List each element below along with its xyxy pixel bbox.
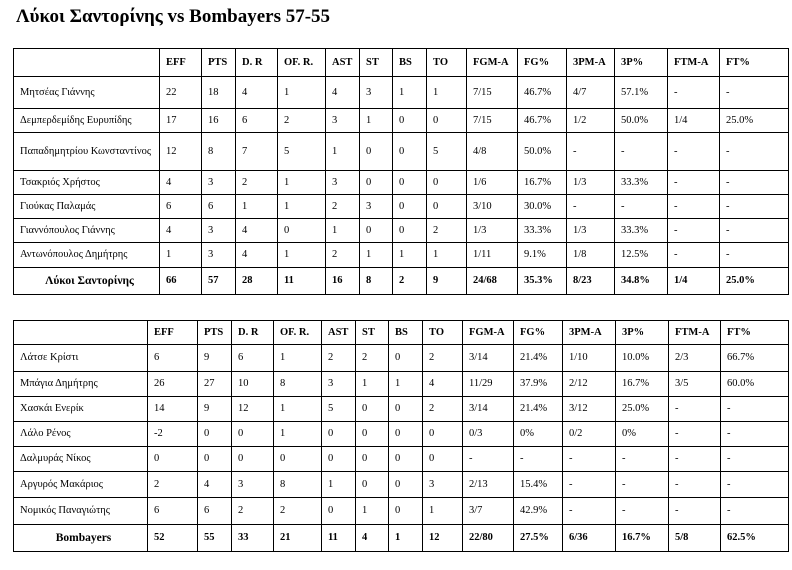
stat-cell: - — [669, 498, 721, 525]
stat-cell: 3/14 — [463, 397, 514, 422]
stat-cell: 0 — [427, 171, 467, 195]
stat-cell: - — [616, 498, 669, 525]
stat-cell: 9.1% — [518, 243, 567, 268]
player-name-cell: Αντωνόπουλος Δημήτρης — [14, 243, 160, 268]
stat-cell: 37.9% — [514, 372, 563, 397]
table-row — [14, 171, 789, 195]
stat-cell: 0 — [393, 109, 427, 133]
stat-cell: - — [721, 498, 789, 525]
header-cell: BS — [389, 321, 423, 345]
stat-cell: - — [721, 397, 789, 422]
stat-cell: 6 — [148, 498, 198, 525]
total-stat-cell: 1/4 — [668, 268, 720, 295]
stat-cell: 15.4% — [514, 472, 563, 498]
stat-cell: 4 — [198, 472, 232, 498]
header-cell: 3P% — [615, 49, 668, 77]
stat-cell: 0 — [360, 219, 393, 243]
stat-cell: - — [721, 472, 789, 498]
table-header-row — [14, 321, 789, 345]
player-name-cell: Μπάγια Δημήτρης — [14, 372, 148, 397]
stat-cell: 4 — [423, 372, 463, 397]
stat-cell: 1 — [423, 498, 463, 525]
stat-cell: 1 — [236, 195, 278, 219]
stat-cell: 5 — [427, 133, 467, 171]
stat-cell: 1 — [274, 397, 322, 422]
header-cell: FT% — [721, 321, 789, 345]
stat-cell: 6 — [232, 345, 274, 372]
header-cell: AST — [322, 321, 356, 345]
stat-cell: 8 — [274, 372, 322, 397]
stat-cell: 1 — [356, 372, 389, 397]
stat-cell: 2 — [232, 498, 274, 525]
header-cell: BS — [393, 49, 427, 77]
header-cell: FT% — [720, 49, 789, 77]
stat-cell: 3 — [202, 243, 236, 268]
stat-cell: 1/3 — [467, 219, 518, 243]
player-name-cell: Τσακριός Χρήστος — [14, 171, 160, 195]
stat-cell: 1 — [278, 77, 326, 109]
stat-cell: 0 — [389, 422, 423, 447]
table-header-row — [14, 49, 789, 77]
total-stat-cell: 11 — [322, 525, 356, 552]
player-name-cell: Λάτσε Κρίστι — [14, 345, 148, 372]
stat-cell: 4 — [326, 77, 360, 109]
total-stat-cell: 8 — [360, 268, 393, 295]
header-cell: PTS — [202, 49, 236, 77]
table-row — [14, 447, 789, 472]
player-name-cell: Γιαννόπουλος Γιάννης — [14, 219, 160, 243]
team1-stats-table — [13, 48, 789, 295]
table-row — [14, 243, 789, 268]
team2-stats-table — [13, 320, 789, 552]
header-cell-blank — [14, 321, 148, 345]
total-stat-cell: 6/36 — [563, 525, 616, 552]
stat-cell: 1/2 — [567, 109, 615, 133]
stat-cell: 0 — [198, 447, 232, 472]
header-cell: TO — [423, 321, 463, 345]
stat-cell: 1/6 — [467, 171, 518, 195]
header-cell: FTM-A — [669, 321, 721, 345]
stat-cell: 0 — [198, 422, 232, 447]
stat-cell: - — [720, 195, 789, 219]
stat-cell: 10.0% — [616, 345, 669, 372]
header-cell: ST — [360, 49, 393, 77]
total-stat-cell: 34.8% — [615, 268, 668, 295]
stat-cell: 3 — [202, 219, 236, 243]
stat-cell: 6 — [202, 195, 236, 219]
stat-cell: 5 — [278, 133, 326, 171]
total-stat-cell: 5/8 — [669, 525, 721, 552]
stat-cell: 1 — [274, 345, 322, 372]
stat-cell: - — [721, 422, 789, 447]
stat-cell: 1/11 — [467, 243, 518, 268]
stat-cell: 25.0% — [616, 397, 669, 422]
table-row — [14, 77, 789, 109]
stat-cell: 1 — [278, 243, 326, 268]
stat-cell: 12 — [160, 133, 202, 171]
stat-cell: 4 — [236, 77, 278, 109]
stat-cell: - — [616, 447, 669, 472]
stat-cell: 6 — [148, 345, 198, 372]
player-name-cell: Παπαδημητρίου Κωνσταντίνος — [14, 133, 160, 171]
header-cell: 3PM-A — [563, 321, 616, 345]
stat-cell: 6 — [236, 109, 278, 133]
stat-cell: 57.1% — [615, 77, 668, 109]
stat-cell: - — [669, 422, 721, 447]
stat-cell: 3 — [360, 195, 393, 219]
stat-cell: 0 — [278, 219, 326, 243]
stat-cell: 0 — [393, 171, 427, 195]
stat-cell: - — [514, 447, 563, 472]
stat-cell: - — [563, 447, 616, 472]
stat-cell: - — [668, 195, 720, 219]
stat-cell: 3/5 — [669, 372, 721, 397]
header-cell: TO — [427, 49, 467, 77]
total-stat-cell: 52 — [148, 525, 198, 552]
stat-cell: - — [669, 397, 721, 422]
stat-cell: - — [563, 472, 616, 498]
header-cell: FG% — [518, 49, 567, 77]
stat-cell: 9 — [198, 397, 232, 422]
header-cell-blank — [14, 49, 160, 77]
stat-cell: - — [567, 133, 615, 171]
stat-cell: - — [720, 243, 789, 268]
header-cell: EFF — [148, 321, 198, 345]
total-stat-cell: 9 — [427, 268, 467, 295]
stat-cell: 30.0% — [518, 195, 567, 219]
stat-cell: 33.3% — [518, 219, 567, 243]
stat-cell: 0 — [389, 345, 423, 372]
total-stat-cell: 12 — [423, 525, 463, 552]
stat-cell: 46.7% — [518, 109, 567, 133]
stat-cell: 0 — [356, 447, 389, 472]
stat-cell: - — [563, 498, 616, 525]
stat-cell: 0 — [389, 397, 423, 422]
total-stat-cell: 27.5% — [514, 525, 563, 552]
stat-cell: 2/12 — [563, 372, 616, 397]
stat-cell: 0 — [322, 422, 356, 447]
stat-cell: 0 — [322, 447, 356, 472]
stat-cell: 4 — [160, 171, 202, 195]
table-row — [14, 498, 789, 525]
stat-cell: 0 — [389, 447, 423, 472]
stat-cell: 16.7% — [518, 171, 567, 195]
stat-cell: 2 — [427, 219, 467, 243]
stat-cell: 2 — [278, 109, 326, 133]
header-cell: OF. R. — [274, 321, 322, 345]
header-cell: FGM-A — [467, 49, 518, 77]
stat-cell: - — [668, 219, 720, 243]
total-stat-cell: 55 — [198, 525, 232, 552]
total-stat-cell: 16.7% — [616, 525, 669, 552]
stat-cell: - — [668, 171, 720, 195]
stat-cell: 3 — [326, 171, 360, 195]
player-name-cell: Νομικός Παναγιώτης — [14, 498, 148, 525]
stat-cell: 46.7% — [518, 77, 567, 109]
stat-cell: -2 — [148, 422, 198, 447]
stat-cell: 1 — [326, 133, 360, 171]
stat-cell: 0 — [232, 422, 274, 447]
stat-cell: 7/15 — [467, 109, 518, 133]
stat-cell: 1 — [356, 498, 389, 525]
header-cell: AST — [326, 49, 360, 77]
stat-cell: - — [616, 472, 669, 498]
stat-cell: 66.7% — [721, 345, 789, 372]
stat-cell: - — [668, 77, 720, 109]
header-cell: 3PM-A — [567, 49, 615, 77]
table-row — [14, 422, 789, 447]
stat-cell: 7 — [236, 133, 278, 171]
stat-cell: 0 — [393, 219, 427, 243]
stat-cell: 3/10 — [467, 195, 518, 219]
header-cell: FTM-A — [668, 49, 720, 77]
stat-cell: 1 — [393, 77, 427, 109]
table-total-row — [14, 268, 789, 295]
stat-cell: 1 — [274, 422, 322, 447]
stat-cell: 33.3% — [615, 171, 668, 195]
stat-cell: 1 — [326, 219, 360, 243]
player-name-cell: Δαλμυράς Νίκος — [14, 447, 148, 472]
total-stat-cell: 11 — [278, 268, 326, 295]
total-stat-cell: 35.3% — [518, 268, 567, 295]
stat-cell: - — [668, 243, 720, 268]
stat-cell: - — [668, 133, 720, 171]
stat-cell: 0 — [389, 498, 423, 525]
table-row — [14, 345, 789, 372]
stat-cell: 8 — [202, 133, 236, 171]
stat-cell: 2 — [423, 397, 463, 422]
stat-cell: 0 — [423, 447, 463, 472]
stat-cell: 0 — [427, 109, 467, 133]
stat-cell: 1 — [427, 77, 467, 109]
stat-cell: - — [720, 171, 789, 195]
table-row — [14, 372, 789, 397]
stat-cell: 7/15 — [467, 77, 518, 109]
stat-cell: 3 — [360, 77, 393, 109]
stat-cell: 1 — [160, 243, 202, 268]
stat-cell: 1 — [360, 243, 393, 268]
stat-cell: 60.0% — [721, 372, 789, 397]
stat-cell: 2 — [274, 498, 322, 525]
total-stat-cell: 57 — [202, 268, 236, 295]
total-stat-cell: 25.0% — [720, 268, 789, 295]
player-name-cell: Γιούκας Παλαμάς — [14, 195, 160, 219]
stat-cell: - — [721, 447, 789, 472]
stat-cell: 12.5% — [615, 243, 668, 268]
stat-cell: 0 — [356, 472, 389, 498]
stat-cell: 1/4 — [668, 109, 720, 133]
stat-cell: 2 — [148, 472, 198, 498]
total-stat-cell: 62.5% — [721, 525, 789, 552]
stat-cell: 0 — [148, 447, 198, 472]
stat-cell: 1/3 — [567, 219, 615, 243]
stat-cell: 0 — [389, 472, 423, 498]
stat-cell: 6 — [198, 498, 232, 525]
total-stat-cell: 21 — [274, 525, 322, 552]
header-cell: OF. R. — [278, 49, 326, 77]
stat-cell: 1/3 — [567, 171, 615, 195]
total-stat-cell: 1 — [389, 525, 423, 552]
stat-cell: 4 — [236, 219, 278, 243]
table-row — [14, 195, 789, 219]
total-stat-cell: 16 — [326, 268, 360, 295]
stat-cell: 4 — [160, 219, 202, 243]
stat-cell: 3 — [322, 372, 356, 397]
stat-cell: 21.4% — [514, 397, 563, 422]
stat-cell: 9 — [198, 345, 232, 372]
stat-cell: - — [669, 472, 721, 498]
stat-cell: 11/29 — [463, 372, 514, 397]
player-name-cell: Χασκάι Ενερίκ — [14, 397, 148, 422]
stat-cell: 27 — [198, 372, 232, 397]
total-stat-cell: 22/80 — [463, 525, 514, 552]
stat-cell: 3/14 — [463, 345, 514, 372]
header-cell: PTS — [198, 321, 232, 345]
stat-cell: 2 — [236, 171, 278, 195]
stat-cell: 3/12 — [563, 397, 616, 422]
table-row — [14, 472, 789, 498]
stat-cell: 0 — [322, 498, 356, 525]
header-cell: FG% — [514, 321, 563, 345]
stat-cell: 22 — [160, 77, 202, 109]
stat-cell: 1 — [393, 243, 427, 268]
stat-cell: 4/8 — [467, 133, 518, 171]
stat-cell: 1 — [278, 195, 326, 219]
stat-cell: 1 — [427, 243, 467, 268]
stat-cell: - — [720, 219, 789, 243]
stat-cell: 16 — [202, 109, 236, 133]
table-row — [14, 133, 789, 171]
stat-cell: 2/3 — [669, 345, 721, 372]
stat-cell: 4 — [236, 243, 278, 268]
stat-cell: 1/8 — [567, 243, 615, 268]
player-name-cell: Λάλο Ρένος — [14, 422, 148, 447]
total-stat-cell: 2 — [393, 268, 427, 295]
page-title: Λύκοι Σαντορίνης vs Bombayers 57-55 — [16, 6, 331, 27]
table-row — [14, 397, 789, 422]
stat-cell: - — [615, 195, 668, 219]
stat-cell: 0 — [427, 195, 467, 219]
stat-cell: 12 — [232, 397, 274, 422]
total-stat-cell: 24/68 — [467, 268, 518, 295]
total-stat-cell: 8/23 — [567, 268, 615, 295]
total-stat-cell: 28 — [236, 268, 278, 295]
stat-cell: 16.7% — [616, 372, 669, 397]
player-name-cell: Αργυρός Μακάριος — [14, 472, 148, 498]
total-stat-cell: 66 — [160, 268, 202, 295]
stat-cell: - — [669, 447, 721, 472]
stat-cell: 1/10 — [563, 345, 616, 372]
stat-cell: 26 — [148, 372, 198, 397]
header-cell: FGM-A — [463, 321, 514, 345]
stat-cell: - — [615, 133, 668, 171]
stat-cell: 50.0% — [615, 109, 668, 133]
stat-cell: 6 — [160, 195, 202, 219]
stat-cell: 0 — [232, 447, 274, 472]
stat-cell: 0% — [514, 422, 563, 447]
stat-cell: 0 — [274, 447, 322, 472]
player-name-cell: Δεμπερδεμίδης Ευρυπίδης — [14, 109, 160, 133]
stat-cell: 1 — [322, 472, 356, 498]
header-cell: D. R — [236, 49, 278, 77]
stat-cell: 14 — [148, 397, 198, 422]
header-cell: EFF — [160, 49, 202, 77]
stat-cell: 0 — [356, 397, 389, 422]
stat-cell: 0 — [393, 133, 427, 171]
stat-cell: 25.0% — [720, 109, 789, 133]
stat-cell: - — [720, 77, 789, 109]
table-total-row — [14, 525, 789, 552]
stat-cell: 2 — [326, 243, 360, 268]
stat-cell: 3/7 — [463, 498, 514, 525]
stat-cell: 2 — [423, 345, 463, 372]
team-total-name-cell: Bombayers — [14, 525, 148, 552]
stat-cell: 0 — [356, 422, 389, 447]
total-stat-cell: 4 — [356, 525, 389, 552]
stat-cell: 0/2 — [563, 422, 616, 447]
stat-cell: 50.0% — [518, 133, 567, 171]
stat-cell: 3 — [202, 171, 236, 195]
stat-cell: 33.3% — [615, 219, 668, 243]
stat-cell: 0/3 — [463, 422, 514, 447]
stat-cell: 2 — [326, 195, 360, 219]
stat-cell: 8 — [274, 472, 322, 498]
stat-cell: 1 — [278, 171, 326, 195]
header-cell: 3P% — [616, 321, 669, 345]
stat-cell: - — [463, 447, 514, 472]
table-row — [14, 219, 789, 243]
stat-cell: 3 — [326, 109, 360, 133]
stat-cell: - — [567, 195, 615, 219]
stat-cell: 1 — [360, 109, 393, 133]
stat-cell: 0 — [393, 195, 427, 219]
stat-cell: 3 — [232, 472, 274, 498]
header-cell: D. R — [232, 321, 274, 345]
stat-cell: - — [720, 133, 789, 171]
stat-cell: 3 — [423, 472, 463, 498]
stat-cell: 4/7 — [567, 77, 615, 109]
header-cell: ST — [356, 321, 389, 345]
stat-cell: 17 — [160, 109, 202, 133]
team-total-name-cell: Λύκοι Σαντορίνης — [14, 268, 160, 295]
total-stat-cell: 33 — [232, 525, 274, 552]
stat-cell: 1 — [389, 372, 423, 397]
stat-cell: 0% — [616, 422, 669, 447]
stat-cell: 0 — [360, 171, 393, 195]
stat-cell: 21.4% — [514, 345, 563, 372]
stat-cell: 5 — [322, 397, 356, 422]
stat-cell: 2 — [322, 345, 356, 372]
table-row — [14, 109, 789, 133]
player-name-cell: Μητσέας Γιάννης — [14, 77, 160, 109]
stat-cell: 42.9% — [514, 498, 563, 525]
stat-cell: 18 — [202, 77, 236, 109]
stat-cell: 10 — [232, 372, 274, 397]
stat-cell: 2 — [356, 345, 389, 372]
stat-cell: 0 — [423, 422, 463, 447]
stat-cell: 0 — [360, 133, 393, 171]
stat-cell: 2/13 — [463, 472, 514, 498]
